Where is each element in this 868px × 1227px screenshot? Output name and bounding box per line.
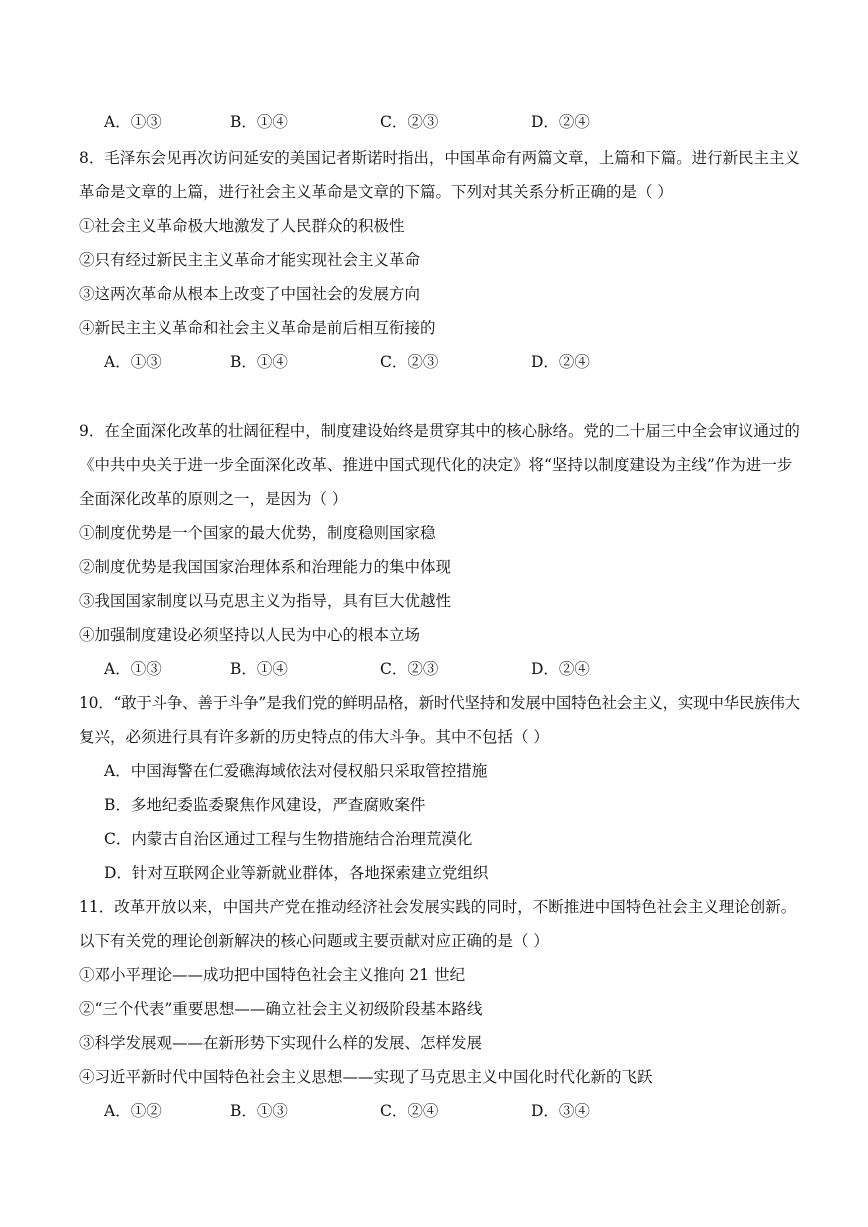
q9-stem-line-2: 《中共中央关于进一步全面深化改革、推进中国式现代化的决定》将“坚持以制度建设为主线”作为进一步: [79, 456, 793, 474]
q9-option-a: A．①③: [104, 660, 162, 678]
q8-item-2: ②只有经过新民主主义革命才能实现社会主义革命: [79, 251, 421, 269]
q11-item-4: ④习近平新时代中国特色社会主义思想——实现了马克思主义中国化时代化新的飞跃: [79, 1068, 653, 1086]
q10-stem-line-1: 10．“敢于斗争、善于斗争”是我们党的鲜明品格，新时代坚持和发展中国特色社会主义，实现中华民族伟大: [79, 694, 800, 712]
q9-option-c: C．②③: [380, 660, 439, 678]
q9-item-2: ②制度优势是我国国家治理体系和治理能力的集中体现: [79, 558, 452, 576]
q10-option-a: A．中国海警在仁爱礁海域依法对侵权船只采取管控措施: [104, 762, 488, 780]
q8-stem-line-1: 8．毛泽东会见再次访问延安的美国记者斯诺时指出，中国革命有两篇文章，上篇和下篇。进行新民主主义: [79, 149, 800, 167]
q8-option-d: D．②④: [531, 353, 590, 371]
q11-stem-line-1: 11．改革开放以来，中国共产党在推动经济社会发展实践的同时，不断推进中国特色社会主义理论创新。: [79, 898, 797, 916]
q10-stem-line-2: 复兴，必须进行具有许多新的历史特点的伟大斗争。其中不包括（ ）: [79, 728, 549, 746]
q10-option-c: C．内蒙古自治区通过工程与生物措施结合治理荒漠化: [104, 830, 473, 848]
q9-item-4: ④加强制度建设必须坚持以人民为中心的根本立场: [79, 626, 421, 644]
q11-option-d: D．③④: [531, 1102, 590, 1120]
q7-option-c: C．②③: [380, 113, 439, 131]
q8-option-a: A．①③: [104, 353, 162, 371]
q11-item-3: ③科学发展观——在新形势下实现什么样的发展、怎样发展: [79, 1034, 483, 1052]
q8-option-b: B．①④: [230, 353, 288, 371]
q11-item-1: ①邓小平理论——成功把中国特色社会主义推向 21 世纪: [79, 966, 466, 984]
q11-stem-line-2: 以下有关党的理论创新解决的核心问题或主要贡献对应正确的是（ ）: [79, 932, 549, 950]
q11-item-2: ②“三个代表”重要思想——确立社会主义初级阶段基本路线: [79, 1000, 483, 1018]
q7-option-b: B．①④: [230, 113, 288, 131]
q8-option-c: C．②③: [380, 353, 439, 371]
q10-option-d: D．针对互联网企业等新就业群体，各地探索建立党组织: [104, 864, 489, 882]
q8-stem-line-2: 革命是文章的上篇，进行社会主义革命是文章的下篇。下列对其关系分析正确的是（ ）: [79, 183, 673, 201]
q7-option-a: A．①③: [104, 113, 162, 131]
q8-item-1: ①社会主义革命极大地激发了人民群众的积极性: [79, 217, 405, 235]
q8-item-4: ④新民主主义革命和社会主义革命是前后相互衔接的: [79, 319, 436, 337]
q9-stem-line-3: 全面深化改革的原则之一，是因为（ ）: [79, 490, 348, 508]
q9-item-1: ①制度优势是一个国家的最大优势，制度稳则国家稳: [79, 524, 436, 542]
q10-option-b: B．多地纪委监委聚焦作风建设，严查腐败案件: [104, 796, 426, 814]
q9-option-d: D．②④: [531, 660, 590, 678]
q8-item-3: ③这两次革命从根本上改变了中国社会的发展方向: [79, 285, 421, 303]
q9-option-b: B．①④: [230, 660, 288, 678]
q9-stem-line-1: 9．在全面深化改革的壮阔征程中，制度建设始终是贯穿其中的核心脉络。党的二十届三中全会审议通过的: [79, 422, 800, 440]
q7-option-d: D．②④: [531, 113, 590, 131]
q9-item-3: ③我国国家制度以马克思主义为指导，具有巨大优越性: [79, 592, 452, 610]
q11-option-c: C．②④: [380, 1102, 439, 1120]
q11-option-b: B．①③: [230, 1102, 288, 1120]
q11-option-a: A．①②: [104, 1102, 162, 1120]
